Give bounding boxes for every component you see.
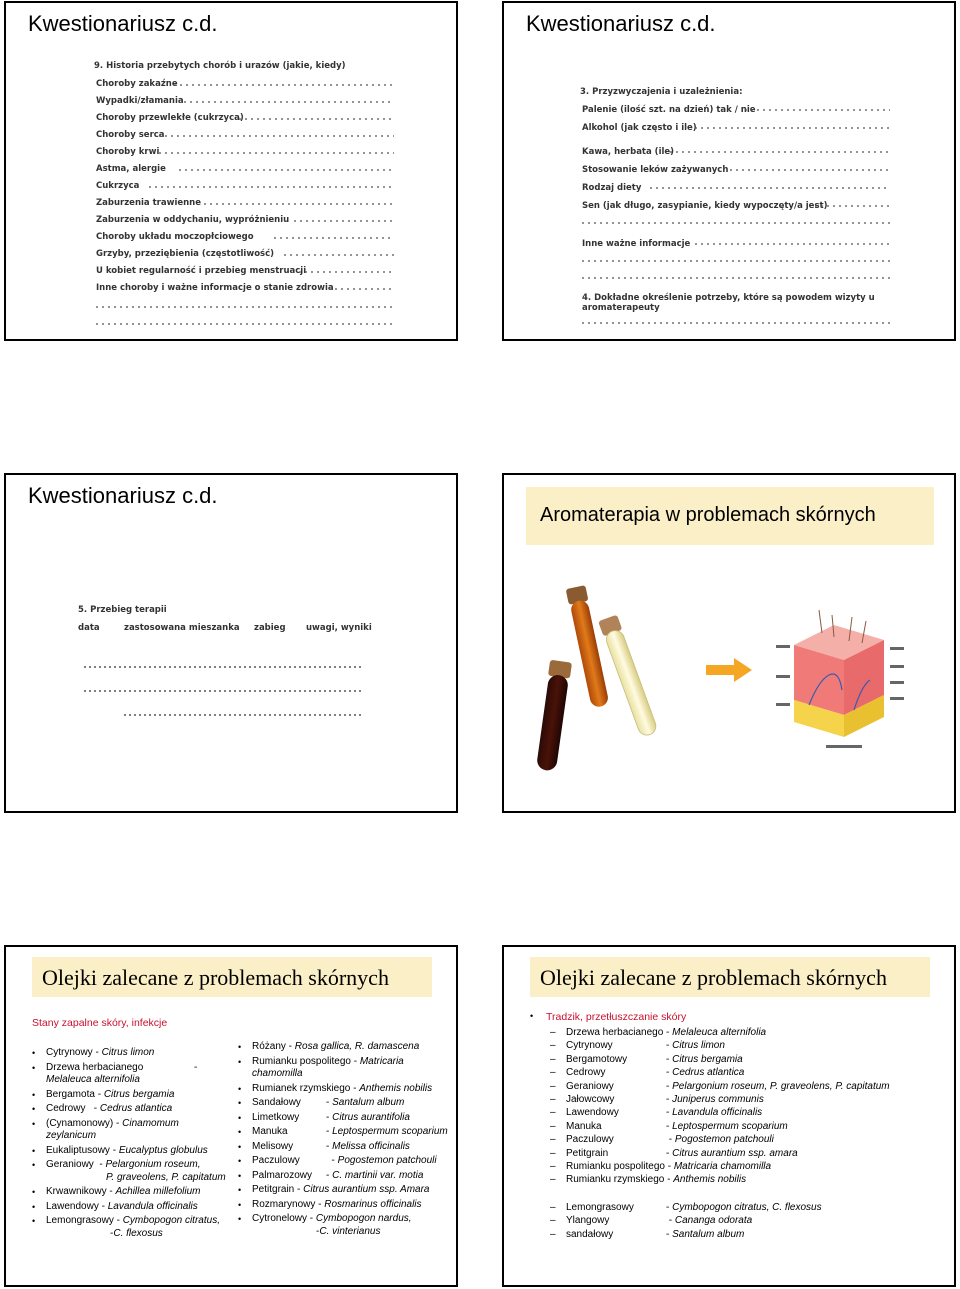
scan-line: Choroby zakaźne: [96, 79, 178, 89]
list-item: – Cytrynowy - Citrus limon: [546, 1039, 946, 1052]
scan-line: Sen (jak długo, zasypianie, kiedy wypoczęty/a jest): [582, 201, 828, 211]
scan-line: zastosowana mieszanka: [124, 623, 240, 633]
list-item: – Cedrowy - Cedrus atlantica: [546, 1066, 946, 1079]
slide-title: Kwestionariusz c.d.: [28, 11, 218, 36]
list-item: – Lemongrasowy - Cymbopogon citratus, C. flexosus: [546, 1201, 946, 1214]
scan-line: uwagi, wyniki: [306, 623, 372, 633]
list-item: – Rumianku rzymskiego - Anthemis nobilis: [546, 1173, 946, 1186]
arrow-icon: [706, 658, 752, 682]
scan-line: Choroby krwi: [96, 147, 160, 157]
scan-line: Zaburzenia trawienne: [96, 198, 201, 208]
slide-title: Olejki zalecane z problemach skórnych: [540, 965, 887, 990]
scan-line: Astma, alergie: [96, 164, 166, 174]
list-item: • (Cynamonowy) - Cinamomum zeylanicum: [32, 1118, 228, 1143]
slide-3: [4, 473, 458, 813]
slide-title-banner: [32, 957, 432, 997]
scan-line: 9. Historia przebytych chorób i urazów (jakie, kiedy): [94, 61, 346, 71]
oil-list: [546, 1026, 946, 1187]
list-item: • Melisowy - Melissa officinalis: [238, 1141, 452, 1154]
list-item: – Bergamotowy - Citrus bergamia: [546, 1053, 946, 1066]
slide-title: Olejki zalecane z problemach skórnych: [42, 965, 389, 990]
slide-title: Aromaterapia w problemach skórnych: [540, 504, 876, 526]
list-item: • Drzewa herbacianego - Melaleuca alternifolia: [32, 1062, 228, 1087]
list-item: • Sandałowy - Santalum album: [238, 1097, 452, 1110]
list-item: • Manuka - Leptospermum scoparium: [238, 1126, 452, 1139]
list-item: • Palmarozowy - C. martinii var. motia: [238, 1170, 452, 1183]
list-item: • Cytronelowy - Cymbopogon nardus, -C. vinterianus: [238, 1213, 452, 1238]
skin-cross-section-diagram: [776, 610, 904, 748]
amber-oil-vial: [566, 585, 611, 708]
scan-line: zabieg: [254, 623, 286, 633]
list-item: – Paczulowy - Pogostemon patchouli: [546, 1133, 946, 1146]
section-heading: • Tradzik, przetłuszczanie skóry: [530, 1011, 687, 1023]
slide-title: Kwestionariusz c.d.: [526, 11, 716, 36]
slide-2: [502, 1, 956, 341]
slide-title: Kwestionariusz c.d.: [28, 483, 218, 508]
scan-line: Alkohol (jak często i ile): [582, 123, 697, 133]
scan-line: Cukrzyca: [96, 181, 140, 191]
list-item: – Geraniowy - Pelargonium roseum, P. graveolens, P. capitatum: [546, 1080, 946, 1093]
scan-line: Choroby serca: [96, 130, 165, 140]
list-item: • Petitgrain - Citrus aurantium ssp. Amara: [238, 1184, 452, 1197]
slide-6: [502, 945, 956, 1287]
oil-list-left: [32, 1047, 228, 1242]
list-item: – Petitgrain - Citrus aurantium ssp. amara: [546, 1147, 946, 1160]
slide-title-banner: [530, 957, 930, 997]
list-item: – Ylangowy - Cananga odorata: [546, 1214, 946, 1227]
list-item: – sandałowy - Santalum album: [546, 1228, 946, 1241]
section-heading: Stany zapalne skóry, infekcje: [32, 1017, 168, 1029]
list-item: – Rumianku pospolitego - Matricaria chamomilla: [546, 1160, 946, 1173]
scan-line: Palenie (ilość szt. na dzień) tak / nie: [582, 105, 756, 115]
list-item: • Bergamota - Citrus bergamia: [32, 1089, 228, 1102]
scan-line: Wypadki/złamania: [96, 96, 184, 106]
scan-line: 3. Przyzwyczajenia i uzależnienia:: [580, 87, 743, 97]
scan-line: Kawa, herbata (ile): [582, 147, 675, 157]
list-item: • Różany - Rosa gallica, R. damascena: [238, 1041, 452, 1054]
list-item: • Cedrowy - Cedrus atlantica: [32, 1103, 228, 1116]
scan-line: 5. Przebieg terapii: [78, 605, 167, 615]
list-item: • Cytrynowy - Citrus limon: [32, 1047, 228, 1060]
scan-line: data: [78, 623, 100, 633]
scan-line: Choroby przewlekłe (cukrzyca): [96, 113, 244, 123]
scan-line: Stosowanie leków zażywanych: [582, 165, 729, 175]
scan-line: Inne choroby i ważne informacje o stanie zdrowia: [96, 283, 334, 293]
oil-list-right: [238, 1041, 452, 1240]
scan-line: 4. Dokładne określenie potrzeby, które są powodem wizyty u aromaterapeuty: [582, 293, 875, 313]
scan-line: U kobiet regularność i przebieg menstruacji: [96, 266, 307, 276]
dark-oil-vial: [535, 660, 572, 772]
scan-line: Rodzaj diety: [582, 183, 642, 193]
scanned-questionnaire-image: [570, 73, 910, 335]
list-item: – Lawendowy - Lavandula officinalis: [546, 1106, 946, 1119]
oil-vials-and-skin-illustration: [504, 475, 956, 813]
scanned-therapy-table-image: [64, 593, 394, 723]
scan-line: Zaburzenia w oddychaniu, wypróżnieniu: [96, 215, 290, 225]
dotted-lines: [570, 73, 910, 335]
list-item: • Paczulowy - Pogostemon patchouli: [238, 1155, 452, 1168]
slide-5: [4, 945, 458, 1287]
scan-line: Grzyby, przeziębienia (częstotliwość): [96, 249, 275, 259]
list-item: – Jałowcowy - Juniperus communis: [546, 1093, 946, 1106]
scanned-questionnaire-image: [64, 43, 414, 335]
slide-1: [4, 1, 458, 341]
scan-line: Inne ważne informacje: [582, 239, 691, 249]
list-item: • Rumianek rzymskiego - Anthemis nobilis: [238, 1083, 452, 1096]
list-item: • Geraniowy - Pelargonium roseum, P. graveolens, P. capitatum: [32, 1159, 228, 1184]
list-item: • Lawendowy - Lavandula officinalis: [32, 1201, 228, 1214]
slide-4: [502, 473, 956, 813]
dotted-lines: [64, 593, 394, 723]
list-item: • Limetkowy - Citrus aurantifolia: [238, 1112, 452, 1125]
list-item: • Rozmarynowy - Rosmarinus officinalis: [238, 1199, 452, 1212]
list-item: – Drzewa herbacianego - Melaleuca alternifolia: [546, 1026, 946, 1039]
scan-line: Choroby układu moczopłciowego: [96, 232, 254, 242]
list-item: • Rumianku pospolitego - Matricaria chamomilla: [238, 1056, 452, 1081]
list-item: • Krwawnikowy - Achillea millefolium: [32, 1186, 228, 1199]
dotted-lines: [64, 43, 414, 335]
list-item: • Eukaliptusowy - Eucalyptus globulus: [32, 1145, 228, 1158]
list-item: – Manuka - Leptospermum scoparium: [546, 1120, 946, 1133]
pale-oil-vial: [598, 615, 659, 738]
list-item: • Lemongrasowy - Cymbopogon citratus, -C. flexosus: [32, 1215, 228, 1240]
oil-list-2: [546, 1201, 946, 1241]
